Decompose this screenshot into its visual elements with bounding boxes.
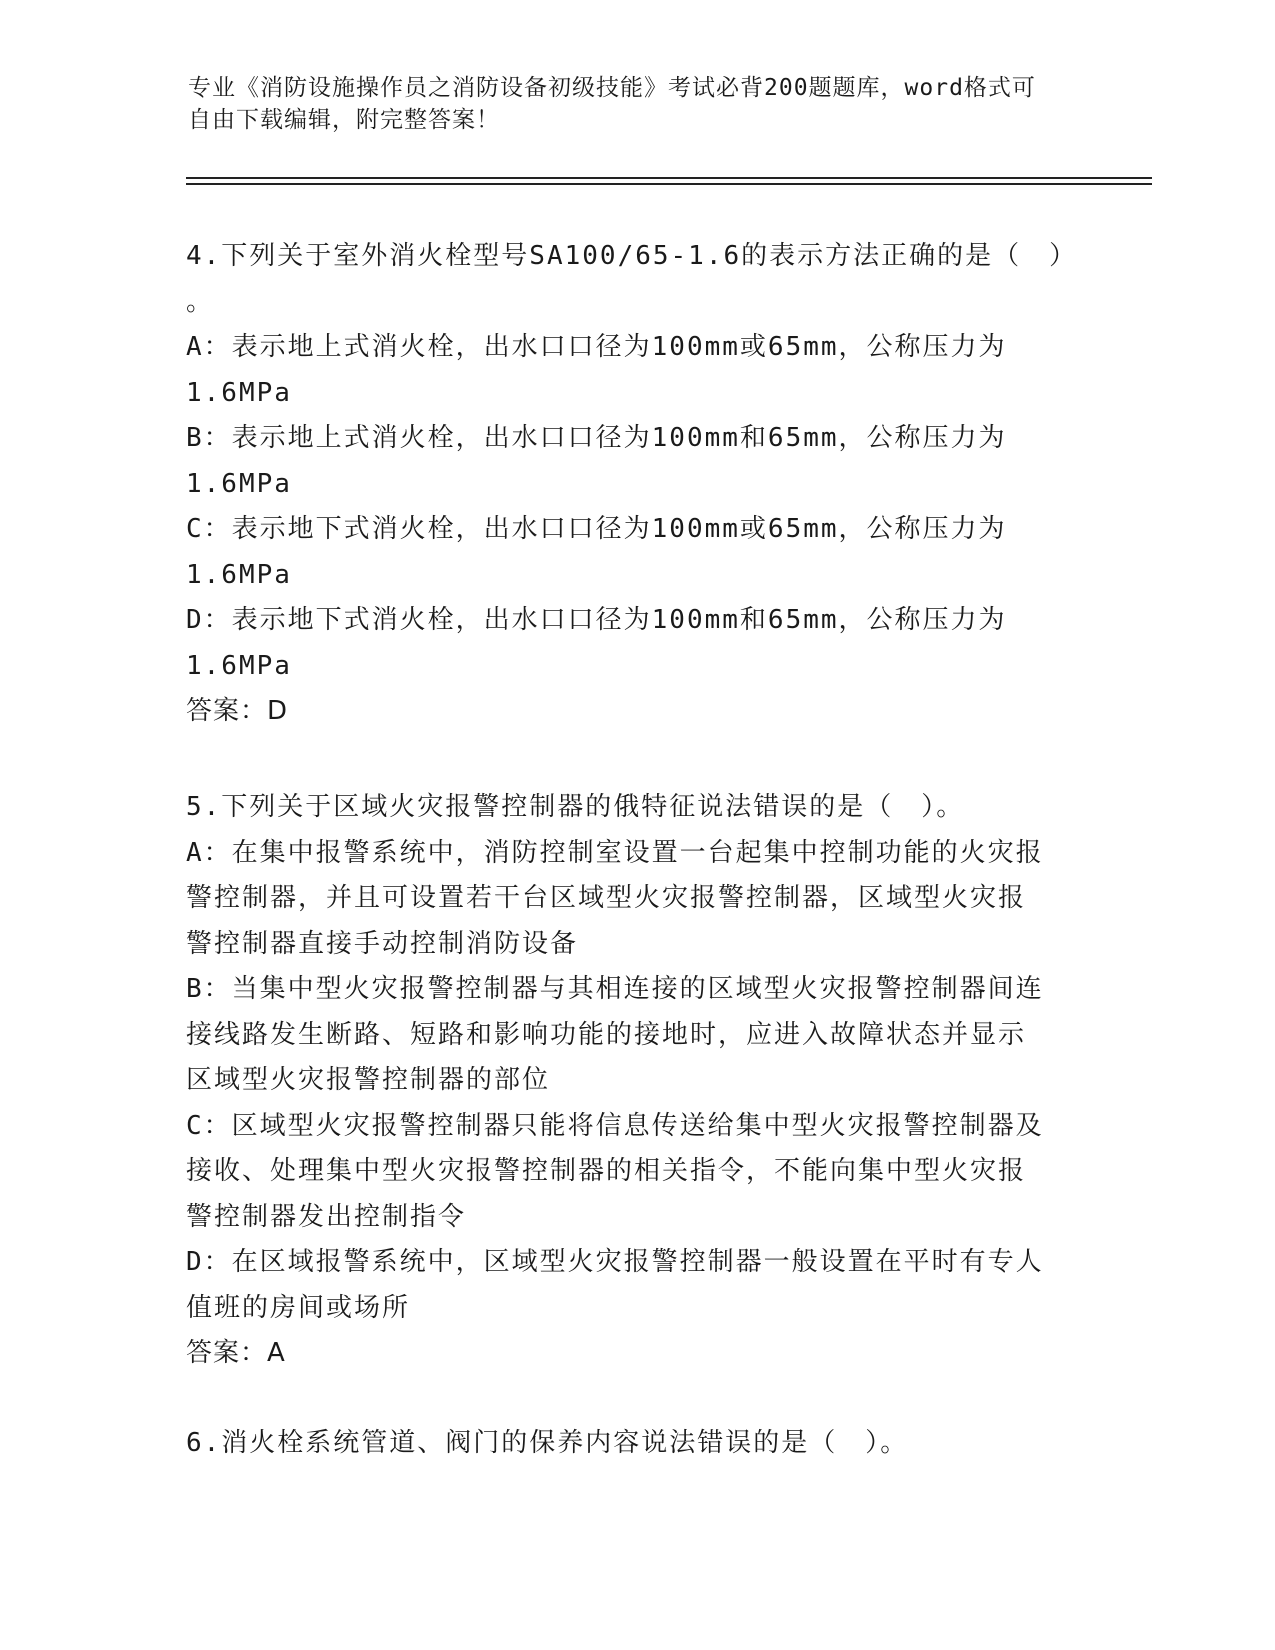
option-c-continuation: 接收、处理集中型火灾报警控制器的相关指令，不能向集中型火灾报 [186, 1156, 1027, 1186]
header-divider-top [186, 177, 1152, 179]
answer-label: 答案：D [186, 696, 289, 726]
option-b-continuation: 1.6MPa [186, 468, 292, 499]
question-stem: 4.下列关于室外消火栓型号SA100/65-1.6的表示方法正确的是（ ） [186, 241, 1078, 271]
option-c: C：表示地下式消火栓，出水口口径为100mm或65mm，公称压力为 [186, 514, 1007, 544]
document-header [188, 72, 1068, 136]
question-4 [186, 234, 1086, 735]
option-b: B：表示地上式消火栓，出水口口径为100mm和65mm，公称压力为 [186, 423, 1007, 453]
option-d: D：在区域报警系统中，区域型火灾报警控制器一般设置在平时有专人 [186, 1247, 1044, 1277]
header-line-1: 专业《消防设施操作员之消防设备初级技能》考试必背200题题库，word格式可 [188, 75, 1036, 101]
header-divider-bottom [186, 183, 1152, 185]
option-b-continuation: 接线路发生断路、短路和影响功能的接地时，应进入故障状态并显示 [186, 1019, 1027, 1050]
option-b: B：当集中型火灾报警控制器与其相连接的区域型火灾报警控制器间连 [186, 974, 1044, 1004]
question-stem-continuation: 。 [186, 286, 215, 317]
question-stem: 6.消火栓系统管道、阀门的保养内容说法错误的是（ ）。 [186, 1428, 909, 1458]
question-stem: 5.下列关于区域火灾报警控制器的俄特征说法错误的是（ ）。 [186, 792, 965, 822]
option-a: A：表示地上式消火栓，出水口口径为100mm或65mm，公称压力为 [186, 332, 1007, 362]
question-6 [186, 1421, 1086, 1467]
option-a-continuation: 警控制器直接手动控制消防设备 [186, 928, 579, 959]
option-a: A：在集中报警系统中，消防控制室设置一台起集中控制功能的火灾报 [186, 837, 1044, 868]
answer-label: 答案：A [186, 1338, 286, 1368]
option-a-continuation: 警控制器，并且可设置若干台区域型火灾报警控制器，区域型火灾报 [186, 883, 1027, 913]
option-c-continuation: 1.6MPa [186, 559, 292, 590]
option-d-continuation: 值班的房间或场所 [186, 1292, 411, 1323]
option-a-continuation: 1.6MPa [186, 377, 292, 408]
option-c-continuation: 警控制器发出控制指令 [186, 1201, 467, 1232]
option-b-continuation: 区域型火灾报警控制器的部位 [186, 1065, 551, 1095]
header-line-2: 自由下载编辑，附完整答案！ [188, 107, 500, 133]
option-c: C：区域型火灾报警控制器只能将信息传送给集中型火灾报警控制器及 [186, 1110, 1044, 1141]
question-5 [186, 785, 1086, 1377]
option-d: D：表示地下式消火栓，出水口口径为100mm和65mm，公称压力为 [186, 605, 1007, 635]
option-d-continuation: 1.6MPa [186, 650, 292, 681]
